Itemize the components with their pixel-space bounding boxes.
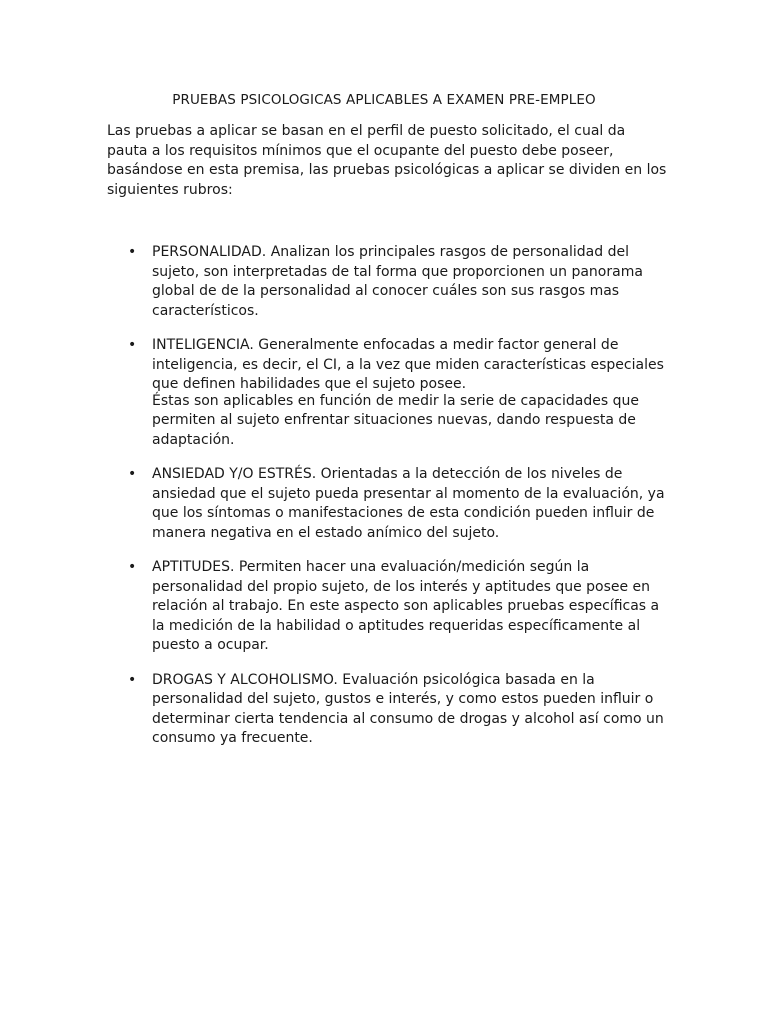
list-item-text: DROGAS Y ALCOHOLISMO. Evaluación psicológica basada en la personalidad del sujeto, gustos e interés, y como estos pueden influir o determinar cierta tendencia al consumo de drogas y alcohol así como un consumo ya frecuente. [152, 671, 664, 746]
list-item-text: APTITUDES. Permiten hacer una evaluación/medición según la personalidad del propio sujeto, de los interés y aptitudes que posee en relación al trabajo. En este aspecto son aplicables pruebas específicas a la medición de la habilidad o aptitudes requeridas específicamente al puesto a ocupar. [152, 559, 660, 653]
bullet-icon: • [128, 337, 137, 353]
list-item-extra-text: Éstas son aplicables en función de medir la serie de capacidades que permiten al sujeto enfrentar situaciones nuevas, dando respuesta de adaptación. [152, 392, 639, 448]
list-item-text: PERSONALIDAD. Analizan los principales rasgos de personalidad del sujeto, son interpretadas de tal forma que proporcionen un panorama global de de la personalidad al conocer cuáles son sus rasgos mas característicos. [152, 244, 643, 319]
list-item-aptitudes [0, 558, 768, 656]
list-item-personalidad [0, 243, 768, 321]
list-item-text: ANSIEDAD Y/O ESTRÉS. Orientadas a la detección de los niveles de ansiedad que el sujeto pueda presentar al momento de la evaluación, ya que los síntomas o manifestaciones de esta condición pueden influir de manera negativa en el estado anímico del sujeto. [152, 466, 665, 541]
bullet-icon: • [128, 559, 137, 575]
rubros-list [0, 243, 768, 764]
list-item-text: INTELIGENCIA. Generalmente enfocadas a medir factor general de inteligencia, es decir, el CI, a la vez que miden características especiales que definen habilidades que el sujeto posee. [152, 337, 664, 392]
list-item-drogas [0, 671, 768, 749]
document-title: PRUEBAS PSICOLOGICAS APLICABLES A EXAMEN PRE-EMPLEO [172, 92, 596, 108]
list-item-inteligencia [0, 336, 768, 450]
bullet-icon: • [128, 244, 137, 260]
bullet-icon: • [128, 466, 137, 482]
list-item-ansiedad [0, 465, 768, 543]
intro-paragraph: Las pruebas a aplicar se basan en el perfil de puesto solicitado, el cual da pauta a los requisitos mínimos que el ocupante del puesto debe poseer, basándose en esta premisa, las pruebas psicológicas a aplicar se dividen en los siguientes rubros: [107, 123, 667, 198]
bullet-icon: • [128, 671, 137, 688]
